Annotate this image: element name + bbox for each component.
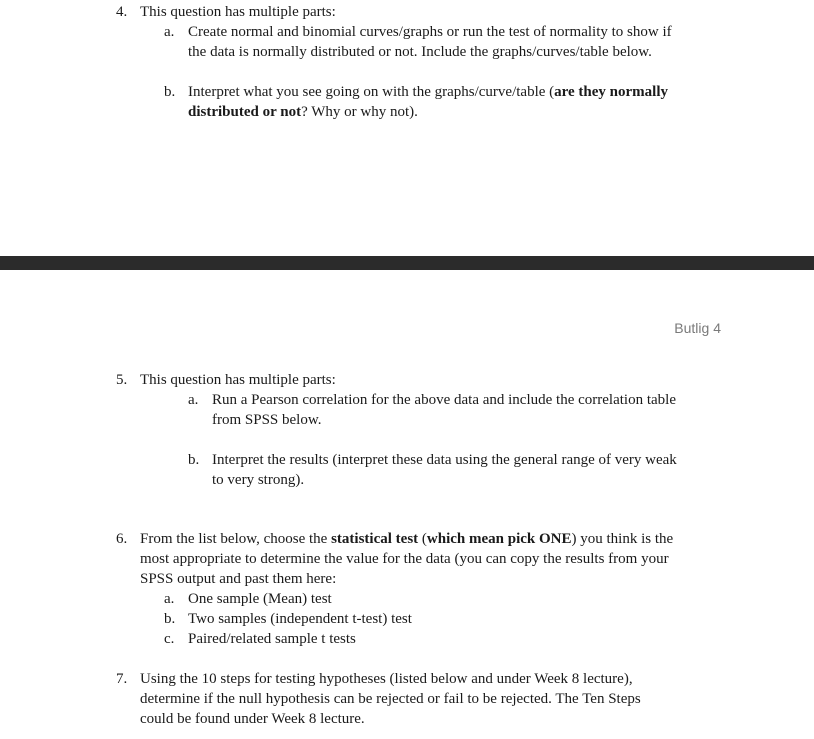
- question-7-line1: Using the 10 steps for testing hypotheses (listed below and under Week 8 lecture),: [140, 671, 633, 687]
- question-4-part-a-line1: Create normal and binomial curves/graphs or run the test of normality to show if: [188, 24, 672, 40]
- question-7-line3: could be found under Week 8 lecture.: [140, 711, 365, 727]
- question-5-part-a-line1: Run a Pearson correlation for the above data and include the correlation table: [212, 392, 676, 408]
- question-6-line1: [140, 529, 673, 549]
- question-5-part-a: [188, 390, 676, 430]
- question-6-option-c-text: Paired/related sample t tests: [188, 631, 356, 647]
- question-4: [116, 2, 336, 22]
- question-6-number: 6.: [116, 531, 128, 547]
- question-5-part-b: [188, 450, 677, 490]
- question-5-part-b-line1: Interpret the results (interpret these data using the general range of very weak: [212, 452, 677, 468]
- question-5-part-a-line2: from SPSS below.: [212, 412, 322, 428]
- question-4-text: This question has multiple parts:: [140, 4, 336, 20]
- question-6-option-c-label: c.: [164, 631, 175, 647]
- question-6-bold-statistical-test: statistical test: [331, 531, 419, 547]
- question-4-part-b-line2: [188, 102, 668, 122]
- question-7: [116, 669, 641, 729]
- question-6-option-b: [164, 609, 412, 629]
- question-4-part-a: [164, 22, 672, 62]
- question-4-part-b-label: b.: [164, 84, 176, 100]
- question-4-part-a-line2: the data is normally distributed or not. Include the graphs/curves/table below.: [188, 44, 652, 60]
- question-6-bold-pick-one: which mean pick ONE: [426, 531, 572, 547]
- question-6: [116, 529, 673, 589]
- question-4-part-a-label: a.: [164, 24, 175, 40]
- question-4-part-b-line1-bold: are they normally: [554, 84, 669, 100]
- question-4-part-b: [164, 82, 668, 122]
- document-page-2: [0, 270, 814, 739]
- question-6-line1-text: From the list below, choose the: [140, 531, 332, 547]
- question-4-part-b-line1-text: Interpret what you see going on with the graphs/curve/table (: [188, 84, 555, 100]
- question-5-text: This question has multiple parts:: [140, 372, 336, 388]
- question-5-number: 5.: [116, 372, 128, 388]
- question-4-part-b-line2-text: ? Why or why not).: [301, 104, 418, 120]
- page-header: Butlig 4: [674, 320, 721, 336]
- question-6-line1-end: ) you think is the: [571, 531, 674, 547]
- question-5-part-b-label: b.: [188, 452, 200, 468]
- question-6-option-b-label: b.: [164, 611, 176, 627]
- question-7-number: 7.: [116, 671, 128, 687]
- question-4-number: 4.: [116, 4, 128, 20]
- question-6-option-a-text: One sample (Mean) test: [188, 591, 332, 607]
- question-5-part-a-label: a.: [188, 392, 199, 408]
- question-6-option-c: [164, 629, 356, 649]
- question-4-part-b-line2-bold: distributed or not: [188, 104, 302, 120]
- question-6-option-b-text: Two samples (independent t-test) test: [188, 611, 412, 627]
- question-5: [116, 370, 336, 390]
- question-5-part-b-line2: to very strong).: [212, 472, 305, 488]
- question-6-line3: SPSS output and past them here:: [140, 571, 337, 587]
- question-6-line2: most appropriate to determine the value for the data (you can copy the results from your: [140, 551, 669, 567]
- question-6-line1-paren: (: [418, 531, 427, 547]
- document-page-1: [0, 0, 814, 256]
- question-6-option-a-label: a.: [164, 591, 175, 607]
- question-6-option-a: [164, 589, 332, 609]
- page-break-divider: [0, 256, 814, 270]
- question-7-line2: determine if the null hypothesis can be rejected or fail to be rejected. The Ten Steps: [140, 691, 641, 707]
- question-4-part-b-line1: [188, 82, 668, 102]
